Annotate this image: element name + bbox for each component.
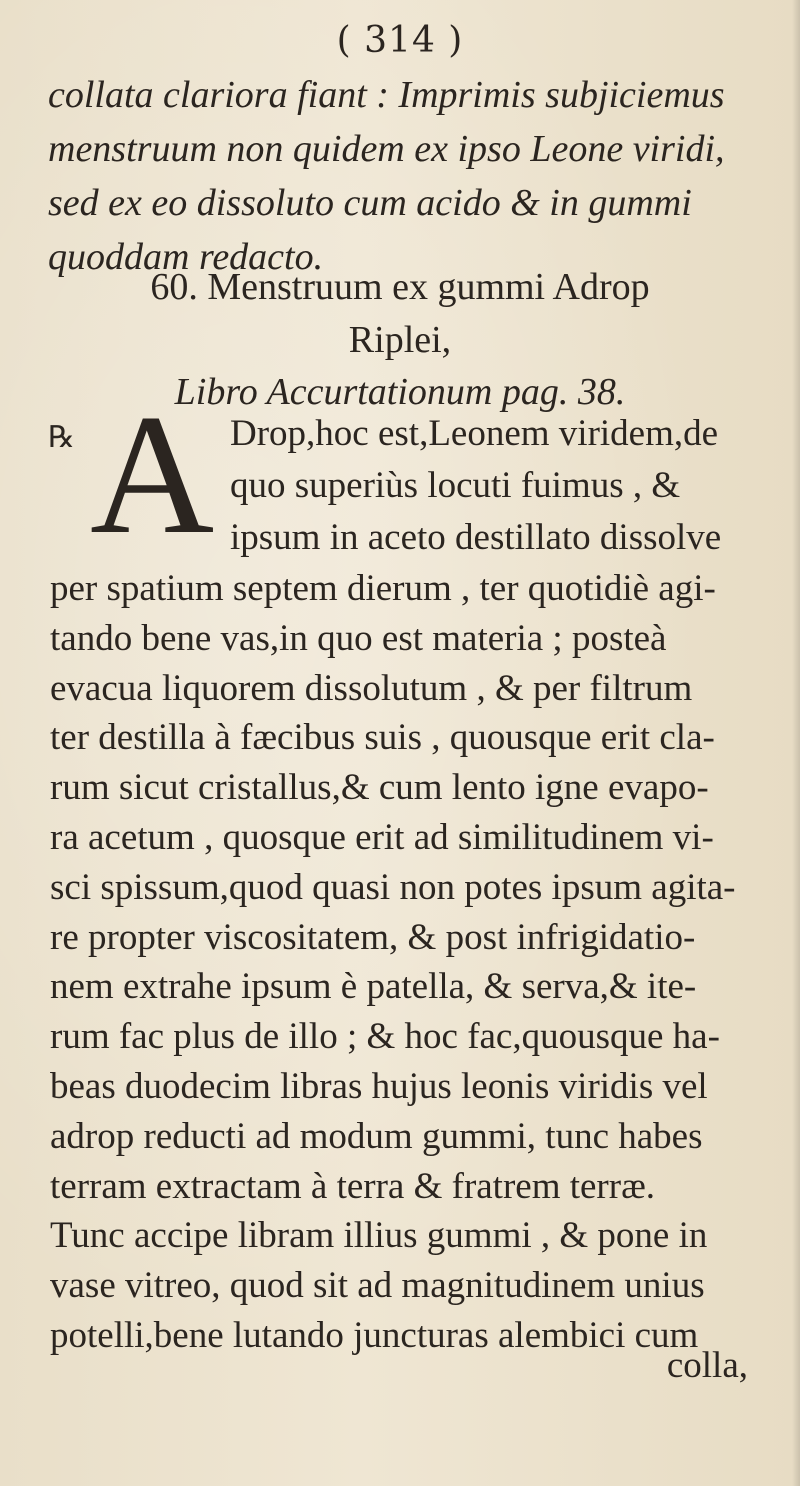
section-heading-reference: Libro Accurtationum pag. 38.	[174, 371, 626, 413]
text-line: ter destilla à fæcibus suis , quousque erit cla-	[50, 717, 715, 759]
recipe-symbol-icon: ℞	[48, 420, 75, 455]
text-line: sci spissum,quod quasi non potes ipsum agita-	[50, 866, 736, 908]
text-line: tando bene vas,in quo est materia ; posteà	[50, 617, 667, 659]
text-line: terram extractam à terra & fratrem terræ.	[50, 1165, 656, 1207]
drop-cap: A	[90, 380, 215, 570]
italic-line: sed ex eo dissoluto cum acido & in gummi	[48, 182, 692, 224]
text-line: beas duodecim libras hujus leonis viridis vel	[50, 1065, 708, 1107]
italic-intro	[48, 68, 788, 284]
section-heading-author: Riplei,	[348, 319, 452, 361]
text-line: quo superiùs locuti fuimus , &	[230, 465, 681, 506]
italic-line: collata clariora fiant : Imprimis subjiciemus	[48, 74, 725, 116]
text-line: nem extrahe ipsum è patella, & serva,& ite-	[50, 966, 697, 1008]
text-line: rum fac plus de illo ; & hoc fac,quousque ha-	[50, 1016, 720, 1058]
text-line: re propter viscositatem, & post infrigidatio-	[50, 916, 696, 958]
text-line: ra acetum , quosque erit ad similitudinem vi-	[50, 816, 714, 858]
catchword: colla,	[666, 1345, 748, 1386]
drop-cap-lines	[230, 408, 721, 564]
page-edge-shadow	[792, 0, 800, 1486]
text-line: evacua liquorem dissolutum , & per filtrum	[50, 667, 693, 709]
text-line: per spatium septem dierum , ter quotidiè agi-	[50, 568, 716, 609]
section-heading: 60. Menstruum ex gummi Adrop	[150, 266, 650, 308]
page-number: ( 314 )	[336, 20, 464, 61]
text-line: vase vitreo, quod sit ad magnitudinem unius	[50, 1265, 705, 1307]
italic-line: quoddam redacto.	[48, 236, 324, 278]
text-line: rum sicut cristallus,& cum lento igne evapo-	[50, 767, 709, 809]
text-line: adrop reducti ad modum gummi, tunc habes	[50, 1115, 703, 1157]
text-line: Tunc accipe libram illius gummi , & pone in	[50, 1215, 708, 1257]
italic-line: menstruum non quidem ex ipso Leone viridi,	[48, 128, 725, 170]
text-line: potelli,bene lutando juncturas alembici cum	[50, 1314, 699, 1356]
text-line: Drop,hoc est,Leonem viridem,de	[230, 413, 719, 454]
body-text	[50, 564, 736, 1361]
text-line: ipsum in aceto destillato dissolve	[230, 517, 722, 558]
